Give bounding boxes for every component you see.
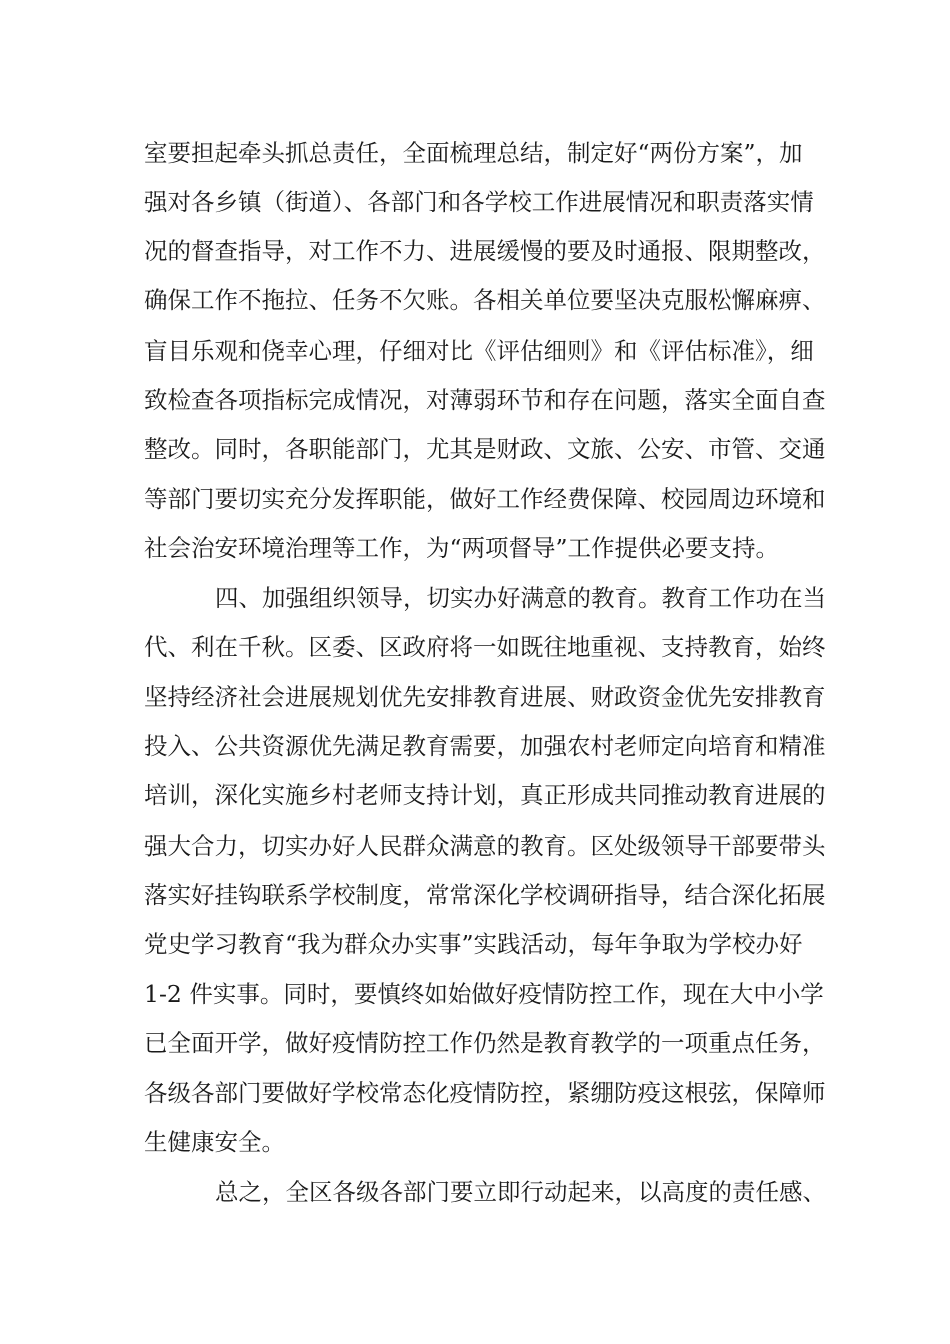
paragraph-line: 整改。同时，各职能部门，尤其是财政、文旅、公安、市管、交通 <box>144 435 826 463</box>
paragraph-line: 盲目乐观和侥幸心理，仔细对比《评估细则》和《评估标准》，细 <box>144 337 814 365</box>
paragraph-line: 培训，深化实施乡村老师支持计划，真正形成共同推动教育进展的 <box>144 781 826 809</box>
paragraph-line: 等部门要切实充分发挥职能，做好工作经费保障、校园周边环境和 <box>144 485 826 513</box>
paragraph-line: 总之，全区各级各部门要立即行动起来，以高度的责任感、 <box>215 1178 826 1206</box>
paragraph-line: 已全面开学，做好疫情防控工作仍然是教育教学的一项重点任务， <box>144 1029 826 1057</box>
paragraph-line: 党史学习教育“我为群众办实事”实践活动，每年争取为学校办好 <box>144 930 803 958</box>
paragraph-line: 1-2 件实事。同时，要慎终如始做好疫情防控工作，现在大中小学 <box>144 980 824 1008</box>
paragraph-line: 投入、公共资源优先满足教育需要，加强农村老师定向培育和精准 <box>144 732 826 760</box>
paragraph-line: 确保工作不拖拉、任务不欠账。各相关单位要坚决克服松懈麻痹、 <box>144 286 826 314</box>
paragraph-line: 各级各部门要做好学校常态化疫情防控，紧绷防疫这根弦，保障师 <box>144 1079 826 1107</box>
paragraph-line: 落实好挂钩联系学校制度，常常深化学校调研指导，结合深化拓展 <box>144 881 826 909</box>
paragraph-line: 代、利在千秋。区委、区政府将一如既往地重视、支持教育，始终 <box>144 633 826 661</box>
paragraph-line: 强对各乡镇（街道）、各部门和各学校工作进展情况和职责落实情 <box>144 188 814 216</box>
paragraph-line: 况的督查指导，对工作不力、进展缓慢的要及时通报、限期整改， <box>144 237 826 265</box>
paragraph-line: 坚持经济社会进展规划优先安排教育进展、财政资金优先安排教育 <box>144 683 826 711</box>
paragraph-line: 社会治安环境治理等工作，为“两项督导”工作提供必要支持。 <box>144 534 780 562</box>
paragraph-line: 室要担起牵头抓总责任，全面梳理总结，制定好“两份方案”，加 <box>144 139 803 167</box>
paragraph-line: 生健康安全。 <box>144 1128 285 1156</box>
paragraph-line: 强大合力，切实办好人民群众满意的教育。区处级领导干部要带头 <box>144 832 826 860</box>
paragraph-line: 四、加强组织领导，切实办好满意的教育。教育工作功在当 <box>215 584 826 612</box>
paragraph-line: 致检查各项指标完成情况，对薄弱环节和存在问题，落实全面自查 <box>144 386 826 414</box>
